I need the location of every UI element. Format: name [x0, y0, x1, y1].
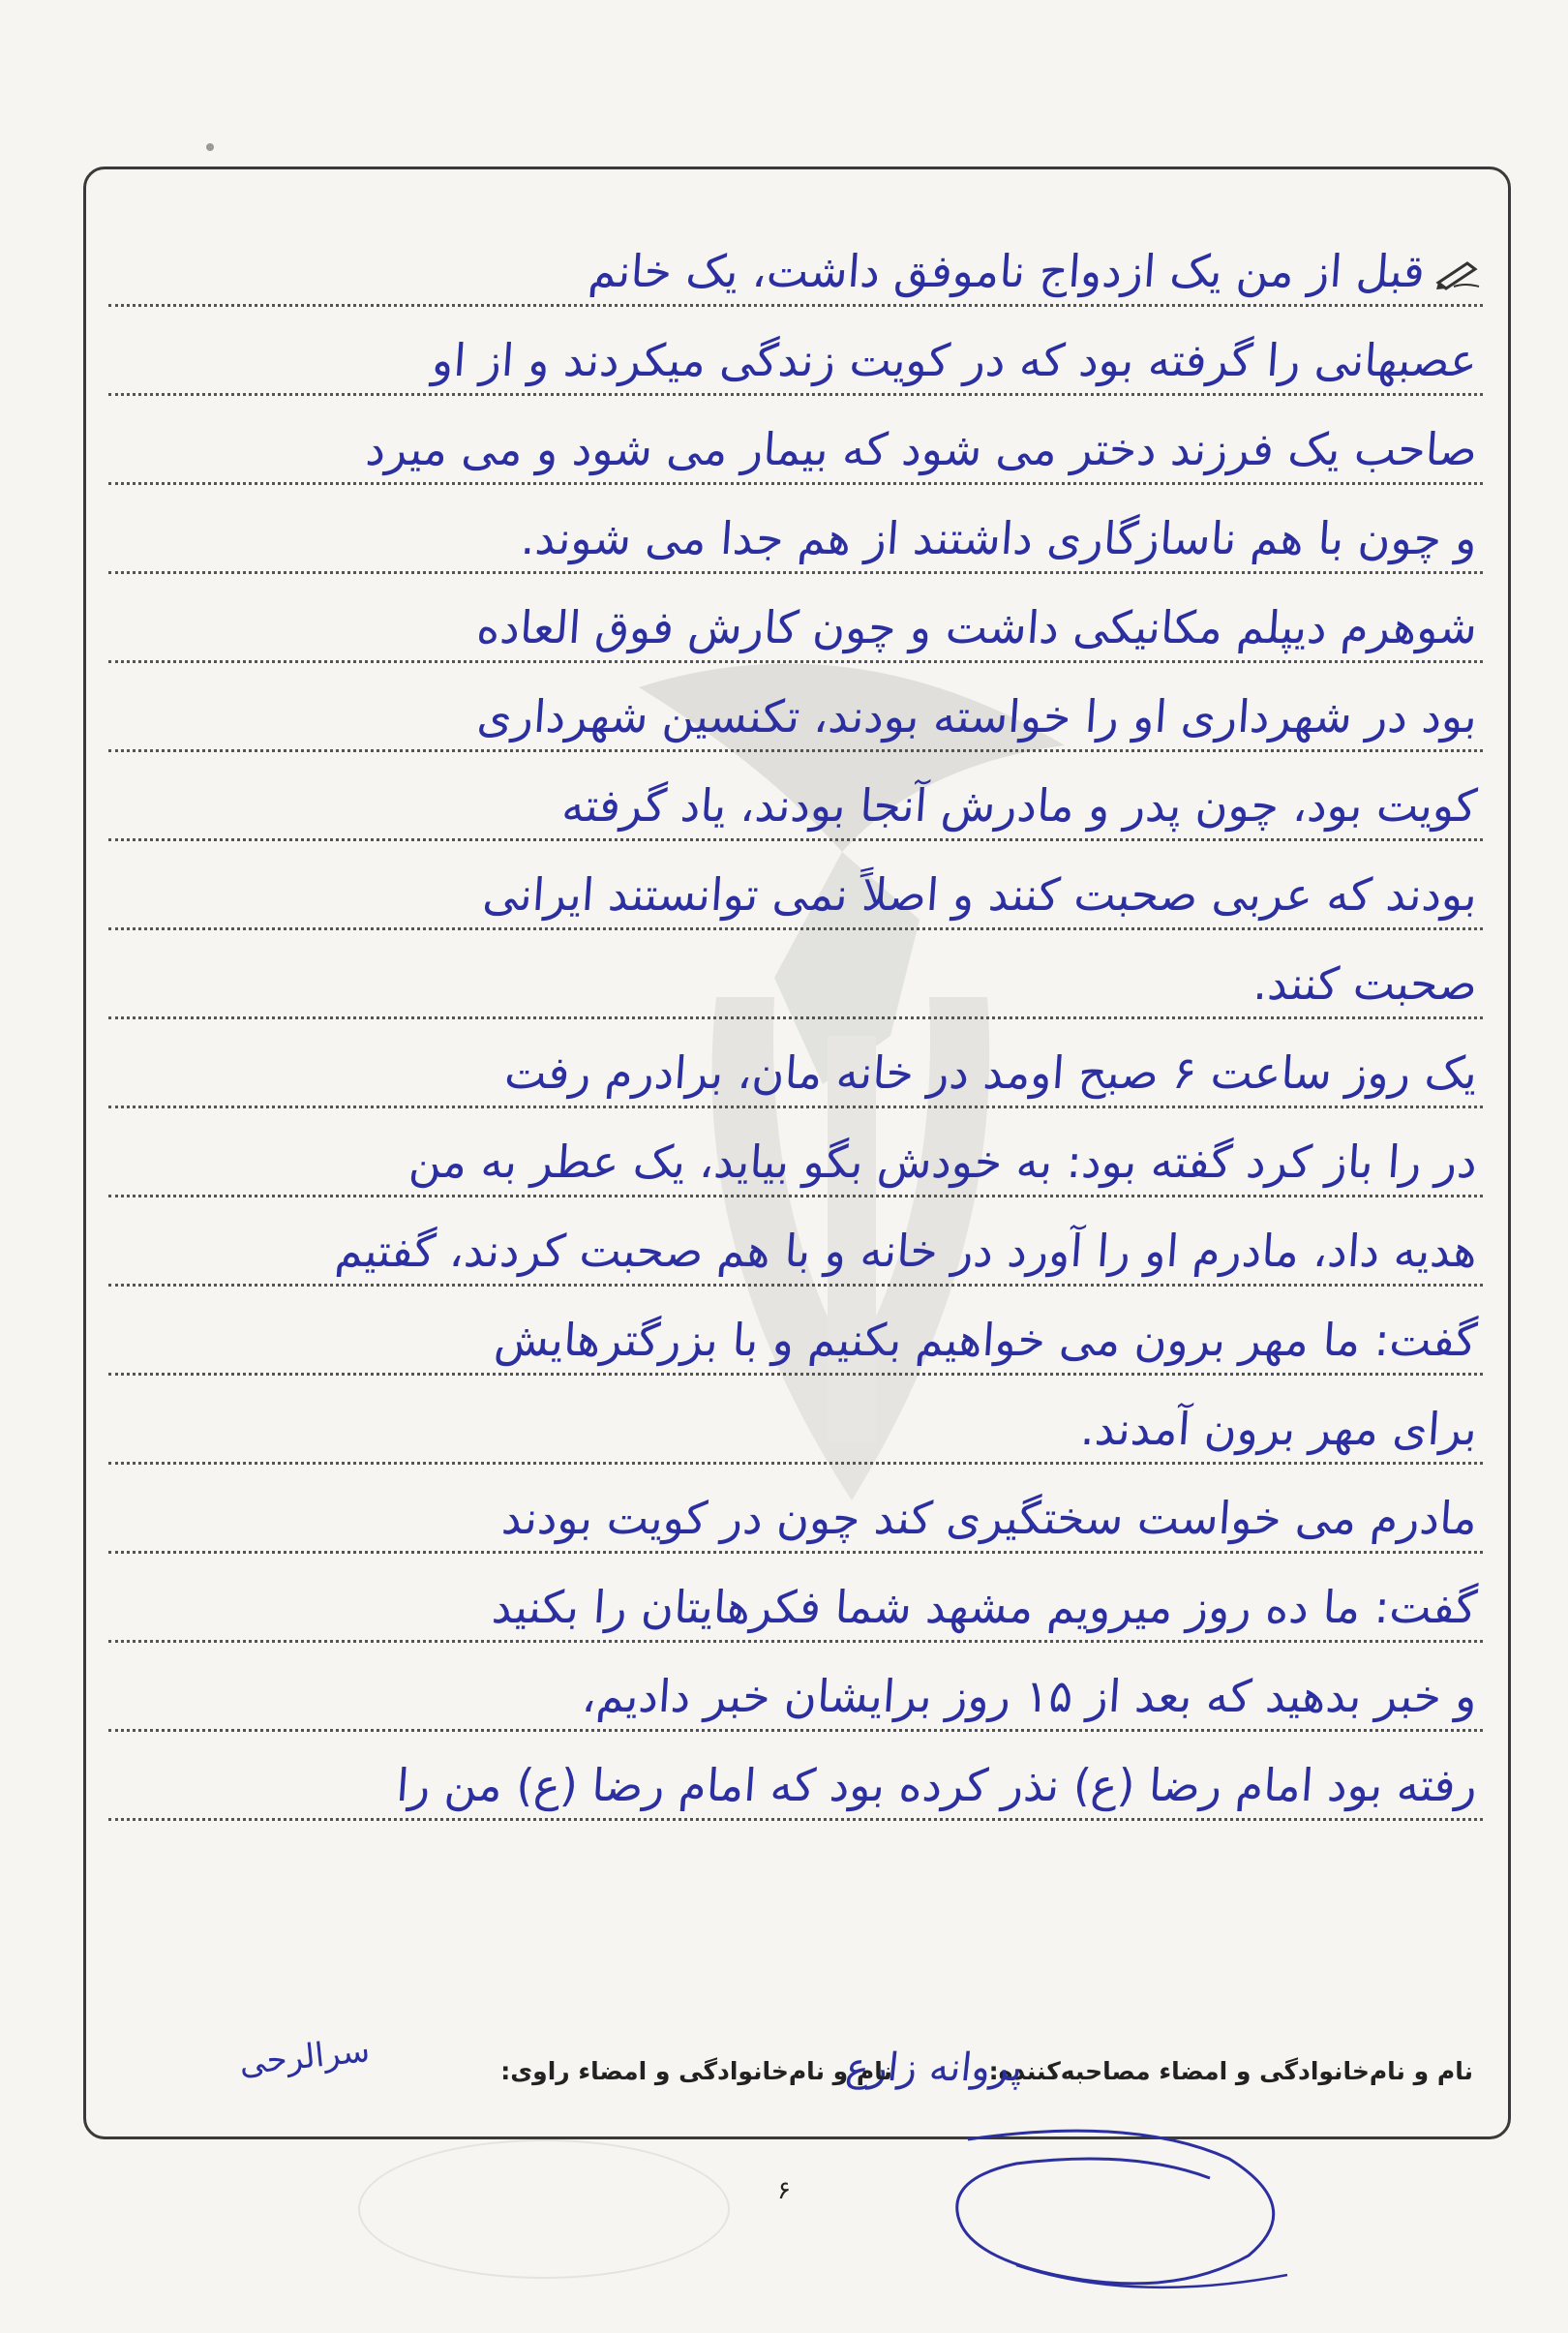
- page-number: ۶: [777, 2176, 791, 2205]
- handwritten-body: [108, 218, 1483, 1821]
- text-line: [108, 930, 1483, 1019]
- text-line: [108, 841, 1483, 930]
- text-line: [108, 574, 1483, 663]
- text-line-content: کویت بود، چون پدر و مادرش آنجا بودند، یاد گرفته: [559, 779, 1479, 832]
- text-line: [108, 1108, 1483, 1197]
- text-line: [108, 1287, 1483, 1376]
- pen-icon: [1434, 258, 1481, 290]
- text-line-content: بودند که عربی صحبت کنند و اصلاً نمی توانستند ایرانی: [481, 868, 1479, 921]
- text-line: [108, 1465, 1483, 1554]
- paper-speck: [206, 143, 214, 151]
- text-line-content: گفت: ما ده روز میرویم مشهد شما فکرهایتان را بکنید: [490, 1581, 1479, 1633]
- text-line-content: گفت: ما مهر برون می خواهیم بکنیم و با بزرگترهایش: [493, 1314, 1479, 1366]
- text-line-content: و خبر بدهید که بعد از ۱۵ روز برایشان خبر دادیم،: [580, 1670, 1479, 1722]
- text-line: [108, 396, 1483, 485]
- handwritten-signature: [939, 2120, 1326, 2304]
- text-line-content: بود در شهرداری او را خواسته بودند، تکنسین شهرداری: [475, 690, 1479, 742]
- text-line-content: هدیه داد، مادرم او را آورد در خانه و با هم صحبت کردند، گفتیم: [333, 1225, 1479, 1277]
- text-line: [108, 218, 1483, 307]
- narrator-label: نام و نام‌خانوادگی و امضاء راوی:: [500, 2057, 892, 2085]
- interviewer-name: پروانه زارع: [844, 2045, 1026, 2090]
- text-line: [108, 1643, 1483, 1732]
- text-line-content: قبل از من یک ازدواج ناموفق داشت، یک خانم: [587, 245, 1427, 297]
- text-line-content: صحبت کنند.: [1251, 957, 1479, 1010]
- text-line-content: برای مهر برون آمدند.: [1078, 1403, 1479, 1455]
- text-line: [108, 1019, 1483, 1108]
- text-line: [108, 307, 1483, 396]
- narrator-signature: سرالرحی: [237, 2031, 372, 2083]
- text-line: [108, 485, 1483, 574]
- text-line: [108, 752, 1483, 841]
- text-line: [108, 1554, 1483, 1643]
- text-line-content: شوهرم دیپلم مکانیکی داشت و چون کارش فوق العاده: [474, 601, 1479, 653]
- text-line: [108, 1376, 1483, 1465]
- text-line: [108, 1197, 1483, 1287]
- text-line: [108, 1732, 1483, 1821]
- text-line-content: عصبهانی را گرفته بود که در کویت زندگی میکردند و از او: [430, 334, 1479, 386]
- text-line-content: مادرم می خواست سختگیری کند چون در کویت بودند: [499, 1492, 1479, 1544]
- text-line-content: در را باز کرد گفته بود: به خودش بگو بیاید، یک عطر به من: [407, 1136, 1479, 1188]
- text-line-content: یک روز ساعت ۶ صبح اومد در خانه مان، برادرم رفت: [502, 1046, 1479, 1099]
- text-line: [108, 663, 1483, 752]
- text-line-content: صاحب یک فرزند دختر می شود که بیمار می شود و می میرد: [364, 423, 1479, 475]
- text-line-content: و چون با هم ناسازگاری داشتند از هم جدا می شوند.: [519, 512, 1479, 564]
- text-line-content: رفته بود امام رضا (ع) نذر کرده بود که امام رضا (ع) من را: [394, 1759, 1479, 1811]
- signature-footer: [108, 2028, 1483, 2115]
- faded-stamp: [358, 2139, 730, 2279]
- interviewer-label: نام و نام‌خانوادگی و امضاء مصاحبه‌کننده:: [988, 2057, 1473, 2085]
